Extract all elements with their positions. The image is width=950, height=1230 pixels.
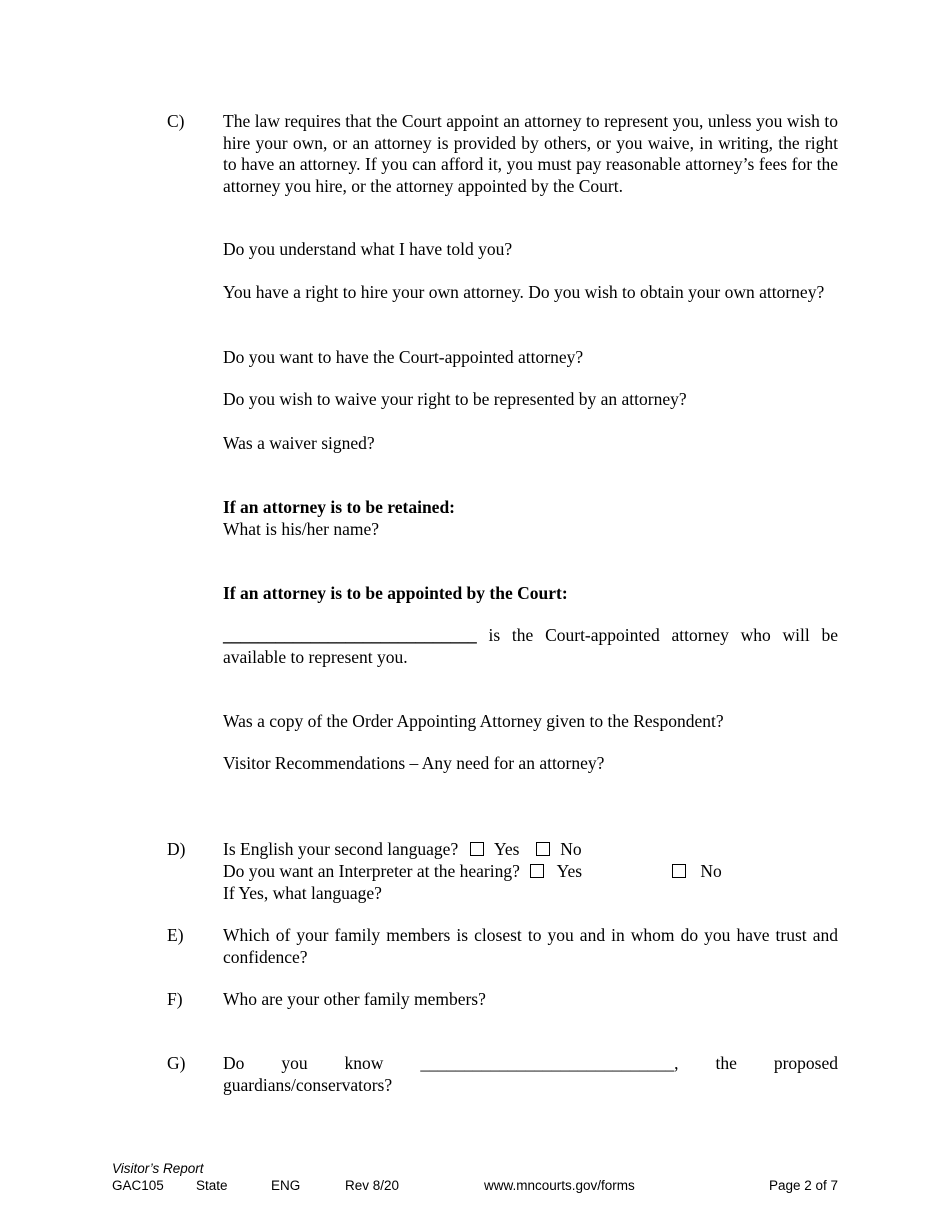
closest-family-question: Which of your family members is closest to you and in whom do you have trust and confidence? bbox=[223, 925, 838, 967]
footer-title: Visitor’s Report bbox=[112, 1161, 204, 1176]
english-second-language-line bbox=[223, 839, 582, 861]
section-e-label: E) bbox=[167, 925, 184, 945]
section-c-label: C) bbox=[167, 111, 185, 131]
english-yes-checkbox[interactable] bbox=[470, 842, 484, 856]
english-yes-label: Yes bbox=[493, 839, 520, 859]
section-c-paragraph: The law requires that the Court appoint an attorney to represent you, unless you wish to hire your own, or an attorney is provided by others, or you waive, in writing, the right to have an attorney. If you can afford it, you must pay reasonable attorney’s fees for the attorney you hire, or the attorney appointed by the Court. bbox=[223, 111, 838, 196]
footer-state: State bbox=[196, 1178, 228, 1193]
word-do: Do bbox=[223, 1053, 245, 1073]
guardian-name-blank[interactable]: _____________________________, bbox=[420, 1053, 679, 1073]
question-waive-right: Do you wish to waive your right to be represented by an attorney? bbox=[223, 389, 687, 409]
footer-page-number: Page 2 of 7 bbox=[768, 1178, 838, 1193]
word-know: know bbox=[344, 1053, 384, 1073]
question-understand: Do you understand what I have told you? bbox=[223, 239, 513, 259]
question-hire-own-attorney: You have a right to hire your own attorney. Do you wish to obtain your own attorney? bbox=[223, 282, 825, 302]
visitor-recommendations: Visitor Recommendations – Any need for an attorney? bbox=[223, 753, 605, 773]
footer-url[interactable]: www.mncourts.gov/forms bbox=[484, 1178, 635, 1193]
appointed-heading: If an attorney is to be appointed by the Court: bbox=[223, 583, 568, 603]
interpreter-line bbox=[223, 861, 582, 883]
question-waiver-signed: Was a waiver signed? bbox=[223, 433, 375, 453]
section-d-label: D) bbox=[167, 839, 186, 859]
english-no-checkbox[interactable] bbox=[536, 842, 550, 856]
footer-form-code: GAC105 bbox=[112, 1178, 164, 1193]
footer-revision: Rev 8/20 bbox=[345, 1178, 400, 1193]
language-question: If Yes, what language? bbox=[223, 883, 382, 903]
word-the: the bbox=[715, 1053, 737, 1073]
english-no-label: No bbox=[560, 839, 582, 859]
word-proposed: proposed bbox=[773, 1053, 838, 1073]
section-f-label: F) bbox=[167, 989, 183, 1009]
other-family-question: Who are your other family members? bbox=[223, 989, 486, 1009]
word-you: you bbox=[281, 1053, 308, 1073]
interpreter-no-group bbox=[672, 861, 722, 883]
interpreter-yes-label: Yes bbox=[556, 861, 583, 881]
question-court-appointed: Do you want to have the Court-appointed attorney? bbox=[223, 347, 584, 367]
interpreter-question: Do you want an Interpreter at the hearing? bbox=[223, 861, 520, 881]
footer-language: ENG bbox=[271, 1178, 301, 1193]
appointed-text: is the Court-appointed attorney who will be available to represent you. bbox=[223, 625, 838, 667]
interpreter-no-checkbox[interactable] bbox=[672, 864, 686, 878]
retained-heading: If an attorney is to be retained: bbox=[223, 497, 456, 517]
interpreter-yes-checkbox[interactable] bbox=[530, 864, 544, 878]
interpreter-no-label: No bbox=[700, 861, 722, 881]
proposed-guardians-line bbox=[223, 1053, 838, 1075]
question-order-copy: Was a copy of the Order Appointing Attorney given to the Respondent? bbox=[223, 711, 724, 731]
guardians-conservators-text: guardians/conservators? bbox=[223, 1075, 393, 1095]
section-g-label: G) bbox=[167, 1053, 186, 1073]
appointed-attorney-line bbox=[223, 625, 838, 668]
attorney-name-blank[interactable]: _____________________________ bbox=[223, 625, 477, 645]
english-question: Is English your second language? bbox=[223, 839, 459, 859]
retained-question: What is his/her name? bbox=[223, 519, 379, 539]
